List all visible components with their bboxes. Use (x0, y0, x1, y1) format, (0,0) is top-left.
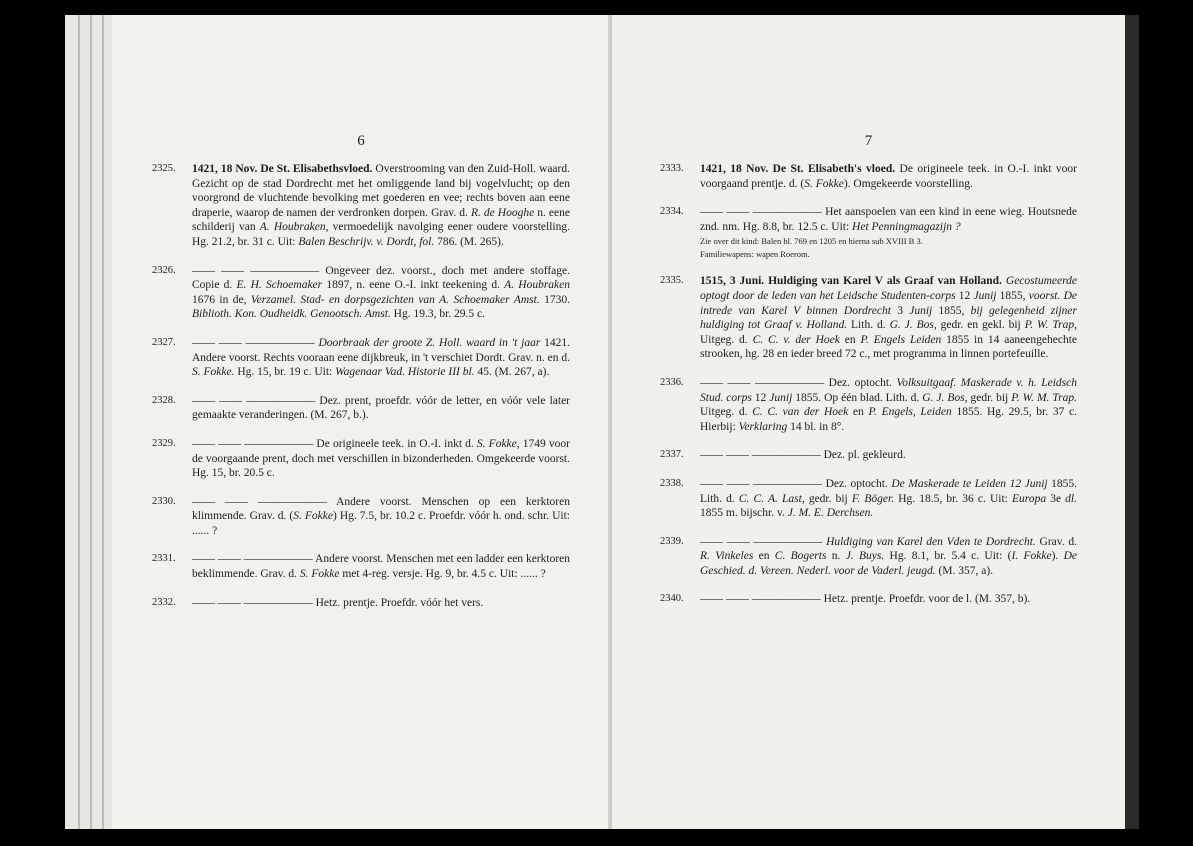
page-number: 6 (357, 133, 365, 149)
catalog-entry (660, 162, 1077, 191)
entry-text: —— —— —————— De origineele teek. in O.-I. inkt d. S. Fokke, 1749 voor de voorgaande prent, doch met verschillen in bizonderheden. Omgekeerde voorst. Hg. 15, br. 20.5 c. (192, 437, 571, 480)
entry-text: —— —— —————— Dez. prent, proefdr. vóór de letter, en vóór vele later gemaakte veranderingen. (M. 267, b.). (192, 394, 571, 422)
entry-text: —— —— —————— Hetz. prentje. Proefdr. vóór het vers. (192, 596, 484, 609)
right-page (612, 15, 1125, 829)
entry-number: 2327. (152, 336, 176, 348)
entry-text: —— —— —————— Het aanspoelen van een kind in eene wieg. Houtsnede znd. nm. Hg. 8.8, br. 12.5 c. Uit: Het Penningmagazijn ? Zie over dit kind: Balen bl. 769 en 1205 en hierna sub XVIII B 3. Familiewapens: wapen Roerom. (700, 206, 1078, 260)
catalog-entry (152, 162, 570, 250)
catalog-entry (152, 495, 570, 539)
entry-number: 2329. (152, 437, 176, 449)
entry-text: —— —— —————— Andere voorst. Menschen met een ladder een kerktoren beklimmende. Grav. d. S. Fokke met 4-reg. versje. Hg. 9, br. 4.5 c. Uit: ...... ? (192, 553, 571, 581)
catalog-entry (660, 205, 1077, 260)
entry-number: 2328. (152, 394, 176, 406)
entry-text: —— —— —————— Doorbraak der groote Z. Holl. waard in 't jaar 1421. Andere voorst. Rechts vooraan eene dijkbreuk, in 't verschiet Dordt. Grav. n. en d. S. Fokke. Hg. 15, br. 19 c. Uit: Wagenaar Vad. Historie III bl. 45. (M. 267, a). (192, 336, 570, 379)
page-edge (102, 15, 104, 829)
entry-text: —— —— —————— Dez. optocht. Volksuitgaaf. Maskerade v. h. Leidsch Stud. corps 12 Junij 1855. Op één blad. Lith. d. G. J. Bos, gedr. bij P. W. M. Trap. Uitgeg. d. C. C. van der Hoek en P. Engels, Leiden 1855. Hg. 29.5, br. 37 c. Hierbij: Verklaring 14 bl. in 8°. (700, 376, 1078, 433)
entry-text: 1421, 18 Nov. De St. Elisabeth's vloed. De origineele teek. in O.-I. inkt voor voorgaand prentje. d. (S. Fokke). Omgekeerde voorstelling. (700, 163, 1078, 190)
catalog-entry (152, 437, 570, 481)
entry-number: 2332. (152, 596, 176, 608)
catalog-entry (152, 336, 570, 380)
entry-number: 2339. (660, 535, 684, 547)
book-cover-edge (1125, 15, 1139, 829)
catalog-entry (660, 448, 1077, 463)
entry-text: —— —— —————— Hetz. prentje. Proefdr. voor de l. (M. 357, b). (700, 593, 1031, 606)
catalog-entry (152, 552, 570, 581)
entry-number: 2340. (660, 593, 684, 605)
left-page (112, 15, 610, 829)
entry-text: —— —— —————— Huldiging van Karel den Vden te Dordrecht. Grav. d. R. Vinkeles en C. Bogerts n. J. Buys. Hg. 8.1, br. 5.4 c. Uit: (I. Fokke). De Geschied. d. Vereen. Nederl. voor de Vaderl. jeugd. (M. 357, a). (700, 535, 1078, 577)
entry-text: —— —— —————— Ongeveer dez. voorst., doch met andere stoffage. Copie d. E. H. Schoemaker 1897, n. eene O.-I. inkt teekening d. A. Houbraken 1676 in de, Verzamel. Stad- en dorpsgezichten van A. Schoemaker Amst. 1730. Biblioth. Kon. Oudheidk. Genootsch. Amst. Hg. 19.3, br. 29.5 c. (192, 264, 571, 321)
entry-number: 2336. (660, 376, 684, 388)
page-number: 7 (864, 133, 873, 149)
entry-text: 1421, 18 Nov. De St. Elisabethsvloed. Overstrooming van den Zuid-Holl. waard. Gezicht op de stad Dordrecht met het omliggende land bij vogelvlucht; op den voorgrond de vluchtende bevolking met goederen en vee; rechts boven aan eene draperie, waarop de namen der verdronken dorpen. Grav. d. R. de Hooghe n. eene schilderij van A. Houbraken, vermoedelijk navolging eener oudere voorstelling. Hg. 21.2, br. 31 c. Uit: Balen Beschrijv. v. Dordt, fol. 786. (M. 265). (192, 163, 570, 248)
entry-text: —— —— —————— Andere voorst. Menschen op een kerktoren klimmende. Grav. d. (S. Fokke) Hg. 7.5, br. 10.2 c. Proefdr. vóór h. ond. schr. Uit: ...... ? (192, 495, 570, 537)
entry-number: 2338. (660, 477, 684, 489)
catalog-entry (660, 376, 1077, 434)
entry-text: —— —— —————— Dez. pl. gekleurd. (700, 449, 906, 462)
catalog-entry (660, 535, 1077, 579)
entry-number: 2333. (660, 163, 684, 174)
catalog-entry (660, 592, 1077, 607)
catalog-entry (152, 394, 570, 423)
entry-number: 2330. (152, 495, 176, 507)
footnote: Zie over dit kind: Balen bl. 769 en 1205 en hierna sub XVIII B 3. (700, 236, 923, 247)
entry-number: 2337. (660, 449, 684, 461)
footnote: Familiewapens: wapen Roerom. (700, 249, 810, 260)
entry-number: 2326. (152, 264, 176, 276)
catalog-entry (152, 264, 570, 322)
entry-number: 2331. (152, 553, 176, 565)
catalog-entry (660, 274, 1077, 362)
entry-text: 1515, 3 Juni. Huldiging van Karel V als Graaf van Holland. Gecostumeerde optogt door de leden van het Leidsche Studenten-corps 12 Junij 1855, voorst. De intrede van Karel V binnen Dordrecht 3 Junij 1855, bij gelegenheid zijner huldiging tot Graaf v. Holland. Lith. d. G. J. Bos, gedr. en gekl. bij P. W. Trap, Uitgeg. d. C. C. v. der Hoek en P. Engels Leiden 1855 in 14 aaneengehechte strooken, hg. 28 en ieder breed 72 c., met programma in linnen portefeuille. (700, 275, 1078, 361)
entry-number: 2335. (660, 275, 684, 287)
catalog-entry (660, 477, 1077, 521)
page-edge (78, 15, 80, 829)
entry-text: —— —— —————— Dez. optocht. De Maskerade te Leiden 12 Junij 1855. Lith. d. C. C. A. Last, gedr. bij F. Böger. Hg. 18.5, br. 36 c. Uit: Europa 3e dl. 1855 m. bijschr. v. J. M. E. Derchsen. (700, 477, 1077, 520)
entry-number: 2325. (152, 163, 176, 174)
page-edge (90, 15, 92, 829)
entry-number: 2334. (660, 206, 684, 218)
catalog-entry (152, 596, 570, 611)
